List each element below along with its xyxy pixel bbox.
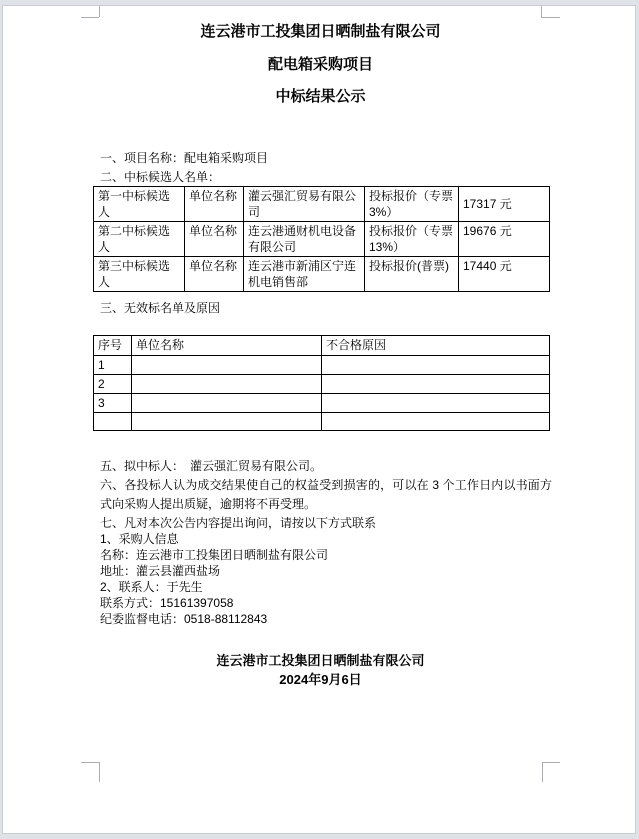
- company-cell: 连云港通财机电设备有限公司: [244, 222, 365, 257]
- unit-label-cell: 单位名称: [185, 257, 244, 292]
- crop-mark-bottom-right-horizontal: [542, 762, 560, 763]
- seq-cell: 1: [94, 356, 132, 375]
- reason-cell: [322, 413, 550, 431]
- crop-mark-top-right-horizontal: [541, 17, 560, 18]
- crop-mark-top-left-vertical: [99, 6, 100, 17]
- seq-cell: 3: [94, 394, 132, 413]
- title-company: 连云港市工投集团日晒制盐有限公司: [200, 23, 441, 40]
- bid-label-cell: 投标报价（专票13%）: [365, 222, 459, 257]
- section-winner-line: 五、拟中标人： 灌云强汇贸易有限公司。: [100, 459, 323, 473]
- winner-rank-cell: 第三中标候选人: [94, 257, 185, 292]
- crop-mark-bottom-left-horizontal: [81, 762, 99, 763]
- table-row: [94, 356, 550, 375]
- title-notice: 中标结果公示: [275, 88, 366, 105]
- bid-amount-cell: 17440 元: [459, 257, 550, 292]
- header-unit-cell: 单位名称: [132, 336, 322, 356]
- signature-date: 2024年9月6日: [279, 671, 362, 687]
- buyer-info-heading: 1、采购人信息: [100, 532, 179, 546]
- seq-cell: [94, 413, 132, 431]
- header-seq-cell: 序号: [94, 336, 132, 356]
- table-row: [94, 375, 550, 394]
- reason-cell: [322, 375, 550, 394]
- signature-company: 连云港市工投集团日晒制盐有限公司: [216, 653, 425, 668]
- winner-rank-cell: 第二中标候选人: [94, 222, 185, 257]
- buyer-name-line: 名称：连云港市工投集团日晒制盐有限公司: [100, 548, 329, 562]
- section-project-name: 一、项目名称：配电箱采购项目: [100, 151, 269, 165]
- closing-paragraphs: [100, 457, 552, 533]
- table-row: [94, 222, 550, 257]
- crop-mark-top-left-horizontal: [81, 17, 99, 18]
- unit-label-cell: 单位名称: [185, 222, 244, 257]
- signature-block: [99, 652, 542, 689]
- company-cell: 灌云强汇贸易有限公司: [244, 187, 365, 222]
- contact-person-line: 2、联系人：于先生: [100, 580, 203, 594]
- winner-rank-cell: 第一中标候选人: [94, 187, 185, 222]
- unit-label-cell: 单位名称: [185, 187, 244, 222]
- reason-cell: [322, 356, 550, 375]
- table-row: [94, 394, 550, 413]
- invalid-bids-table: [93, 335, 550, 431]
- unit-cell: [132, 394, 322, 413]
- crop-mark-bottom-right-vertical: [542, 762, 543, 782]
- table-row: [94, 413, 550, 431]
- unit-cell: [132, 356, 322, 375]
- crop-mark-top-right-vertical: [541, 6, 542, 17]
- unit-cell: [132, 413, 322, 431]
- contact-info: [100, 531, 552, 627]
- crop-mark-bottom-left-vertical: [99, 762, 100, 782]
- reason-cell: [322, 394, 550, 413]
- section-objection-line: 六、各投标人认为成交结果使自己的权益受到损害的，可以在 3 个工作日内以书面方式向采购人提出质疑，逾期将不再受理。: [100, 478, 552, 511]
- bid-amount-cell: 19676 元: [459, 222, 550, 257]
- table-header-row: [94, 336, 550, 356]
- supervision-phone-line: 纪委监督电话：0518-88112843: [100, 612, 268, 626]
- bid-amount-cell: 17317 元: [459, 187, 550, 222]
- title-project: 配电箱采购项目: [267, 56, 373, 73]
- header-reason-cell: 不合格原因: [322, 336, 550, 356]
- table-row: [94, 257, 550, 292]
- unit-cell: [132, 375, 322, 394]
- section-candidates-heading: 二、中标候选人名单：: [100, 170, 221, 184]
- buyer-address-line: 地址：灌云县灌西盐场: [100, 564, 221, 578]
- document-page: [2, 5, 636, 834]
- section-contact-heading: 七、凡对本次公告内容提出询问，请按以下方式联系: [100, 516, 377, 530]
- table-row: [94, 187, 550, 222]
- contact-phone-line: 联系方式：15161397058: [100, 596, 234, 610]
- winner-candidates-table: [93, 186, 550, 292]
- bid-label-cell: 投标报价（专票3%）: [365, 187, 459, 222]
- seq-cell: 2: [94, 375, 132, 394]
- bid-label-cell: 投标报价(普票): [365, 257, 459, 292]
- section-invalid-heading: 三、无效标名单及原因: [100, 301, 221, 315]
- company-cell: 连云港市新浦区宁连机电销售部: [244, 257, 365, 292]
